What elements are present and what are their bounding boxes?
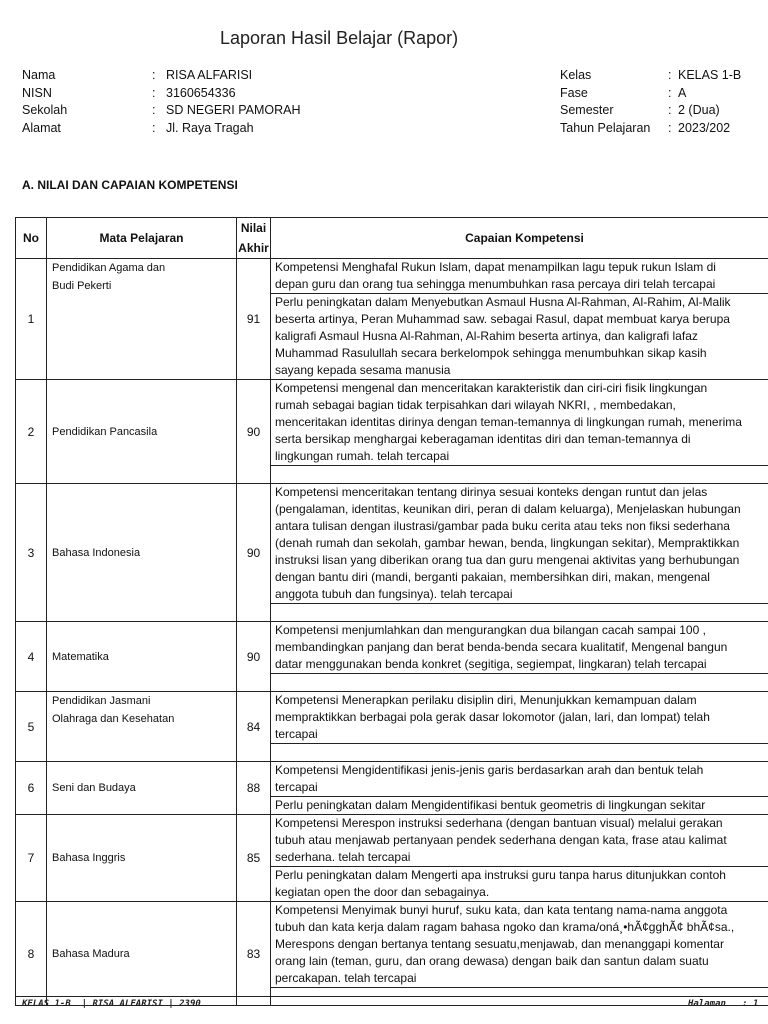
info-label: Tahun Pelajaran (560, 120, 651, 135)
info-colon: : (668, 68, 672, 82)
grades-table (15, 217, 768, 1006)
info-row (560, 102, 741, 120)
info-value: KELAS 1-B (678, 68, 742, 82)
competency-line: Perlu peningkatan dalam Menyebutkan Asmaul Husna Al-Rahman, Al-Rahim, Al-Malik (275, 295, 731, 309)
competency-line: membandingkan panjang dan berat benda-benda secara kualitatif, Mengenal bangun (275, 640, 728, 654)
competency-cell (271, 744, 768, 762)
competency-line: Kompetensi menceritakan tentang dirinya sesuai konteks dengan runtut dan jelas (275, 485, 708, 499)
competency-cell (271, 762, 768, 797)
competency-line: Kompetensi Menghafal Rukun Islam, dapat menampilkan lagu tepuk rukun Islam di (275, 260, 716, 274)
competency-cell (271, 674, 768, 692)
competency-line: dengan bantu diri (mandi, berganti pakaian, membersihkan diri, makan, mengenal (275, 570, 710, 584)
subject-name-line: Bahasa Indonesia (52, 546, 141, 559)
table-row (16, 815, 768, 867)
subject-name-line: Pendidikan Jasmani (52, 695, 151, 707)
subject-name-line: Bahasa Madura (52, 947, 130, 960)
subject-score: 84 (237, 692, 271, 762)
info-value: RISA ALFARISI (166, 68, 253, 82)
subject-name-line: Pendidikan Pancasila (52, 425, 158, 438)
competency-cell (271, 867, 768, 902)
table-row (16, 902, 768, 988)
info-label: Alamat (22, 120, 61, 135)
subject-name (47, 380, 237, 484)
subject-score: 90 (237, 622, 271, 692)
info-colon: : (152, 68, 156, 82)
info-label: Semester (560, 103, 614, 117)
competency-line: antara tulisan dengan ilustrasi/gambar pada buku cerita atau teks non fiksi sederhana (275, 519, 730, 533)
subject-number: 2 (16, 380, 47, 484)
subject-score: 91 (237, 259, 271, 380)
competency-line: Kompetensi mengenal dan menceritakan karakteristik dan ciri-ciri fisik lingkungan (275, 381, 708, 395)
competency-cell (271, 259, 768, 294)
subject-number: 6 (16, 762, 47, 815)
competency-line: kaligrafi Asmaul Husna Al-Rahman, Al-Rahim beserta artinya, dan kaligrafi lafaz (275, 329, 698, 343)
competency-cell (271, 604, 768, 622)
info-colon: : (152, 85, 156, 100)
subject-number: 1 (16, 259, 47, 380)
info-label: Fase (560, 85, 588, 100)
info-row (560, 67, 741, 85)
competency-line: Perlu peningkatan dalam Mengerti apa instruksi guru tanpa harus ditunjukkan contoh (275, 868, 726, 882)
info-colon: : (668, 120, 672, 135)
subject-name (47, 692, 237, 762)
competency-line: orang lain (teman, guru, dan orang dewasa) dengan baik dan santun dalam suatu (275, 954, 709, 968)
table-row (16, 762, 768, 797)
header-no: No (16, 218, 47, 259)
info-colon: : (668, 85, 672, 100)
competency-line: percakapan. telah tercapai (275, 971, 417, 985)
subject-score: 88 (237, 762, 271, 815)
subject-name (47, 762, 237, 815)
subject-number: 3 (16, 484, 47, 622)
competency-line: Kompetensi Merespon instruksi sederhana (dengan bantuan visual) melalui gerakan (275, 816, 723, 830)
competency-line: menceritakan identitas dirinya dengan teman-temannya di lingkungan rumah, menerima (275, 415, 742, 429)
competency-line: Muhammad Rasulullah secara berkelompok sehingga menumbuhkan sikap kasih (275, 346, 707, 360)
info-value: 2 (Dua) (678, 103, 720, 117)
competency-line: tubuh atau menjawab pertanyaan pendek sederhana dengan kata, frase atau kalimat (275, 833, 727, 847)
subject-number: 8 (16, 902, 47, 1006)
competency-cell (271, 692, 768, 744)
footer-left: KELAS 1-B | RISA ALFARISI | 2390 (22, 999, 201, 1009)
competency-line: beserta artinya, Peran Muhammad saw. sebagai Rasul, dapat membuat karya berupa (275, 312, 730, 326)
competency-line: anggota tubuh dan fungsinya). telah tercapai (275, 587, 513, 601)
competency-line: datar menggunakan benda konkret (segitiga, segiempat, lingkaran) telah tercapai (275, 657, 707, 671)
info-value: 3160654336 (166, 85, 236, 100)
subject-name (47, 815, 237, 902)
competency-line: sayang kepada sesama manusia (275, 363, 451, 377)
competency-line: sederhana. telah tercapai (275, 850, 411, 864)
competency-line: Kompetensi Menerapkan perilaku disiplin diri, Menunjukkan kemampuan dalam (275, 693, 697, 707)
subject-name (47, 902, 237, 1006)
report-title: Laporan Hasil Belajar (Rapor) (220, 28, 459, 48)
competency-line: rumah sebagai bagian tidak terpisahkan dari wilayah NKRI, , membedakan, (275, 398, 676, 412)
info-row (560, 120, 741, 138)
competency-line: Merespons dengan bertanya tentang sesuatu,menjawab, dan menanggapi komentar (275, 937, 724, 951)
info-value: 2023/202 (678, 120, 731, 135)
info-label: Nama (22, 68, 56, 82)
competency-line: Kompetensi Menyimak bunyi huruf, suku kata, dan kata tentang nama-nama anggota (275, 903, 728, 917)
competency-cell (271, 294, 768, 380)
info-row (22, 120, 301, 138)
competency-line (275, 604, 768, 621)
subject-name (47, 259, 237, 380)
competency-cell (271, 622, 768, 674)
competency-line: tercapai (275, 727, 318, 741)
competency-cell (271, 815, 768, 867)
subject-number: 7 (16, 815, 47, 902)
info-row (560, 85, 741, 103)
competency-line: lingkungan rumah. telah tercapai (275, 449, 450, 463)
subject-score: 83 (237, 902, 271, 1006)
subject-number: 4 (16, 622, 47, 692)
info-value: SD NEGERI PAMORAH (166, 103, 301, 117)
header-competency: Capaian Kompetensi (271, 218, 768, 259)
competency-cell (271, 484, 768, 604)
section-title: A. NILAI DAN CAPAIAN KOMPETENSI (22, 178, 238, 192)
subject-score: 85 (237, 815, 271, 902)
student-info-left (22, 67, 301, 137)
competency-line: (denah rumah dan sekolah, gambar hewan, benda, lingkungan sekitar), Mempraktikkan (275, 536, 740, 550)
table-row (16, 259, 768, 294)
competency-line (275, 674, 768, 691)
info-value: A (678, 85, 687, 100)
info-colon: : (152, 103, 156, 117)
table-row (16, 380, 768, 466)
subject-score: 90 (237, 484, 271, 622)
info-row (22, 85, 301, 103)
table-row (16, 692, 768, 744)
competency-line: Perlu peningkatan dalam Mengidentifikasi bentuk geometris di lingkungan sekitar (275, 798, 706, 812)
subject-name (47, 622, 237, 692)
competency-cell (271, 466, 768, 484)
info-label: NISN (22, 85, 52, 100)
competency-line: instruksi lisan yang diberikan orang tua dan guru mengenai aktivitas yang berhubungan (275, 553, 740, 567)
subject-name-line: Matematika (52, 650, 109, 663)
competency-line: kegiatan open the door dan sebagainya. (275, 885, 490, 899)
header-score-line1: Nilai (240, 221, 267, 235)
subject-name-line: Seni dan Budaya (52, 782, 136, 794)
competency-line: tubuh dan kata kerja dalam ragam bahasa ngoko dan krama/oná¸•hÃ¢gghÃ¢ bhÃ¢sa., (275, 920, 735, 934)
subject-score: 90 (237, 380, 271, 484)
subject-number: 5 (16, 692, 47, 762)
info-colon: : (152, 120, 156, 135)
competency-line: mempraktikkan berbagai pola gerak dasar lokomotor (jalan, lari, dan lompat) telah (275, 710, 710, 724)
subject-name-line: Bahasa Inggris (52, 852, 126, 864)
header-score-line2: Akhir (238, 241, 269, 255)
competency-line: tercapai (275, 780, 318, 794)
info-label: Sekolah (22, 103, 68, 117)
table-row (16, 484, 768, 604)
competency-cell (271, 902, 768, 988)
info-row (22, 102, 301, 120)
competency-line: depan guru dan orang tua sehingga menumbuhkan rasa percaya diri telah tercapai (275, 277, 716, 291)
competency-line: Kompetensi menjumlahkan dan mengurangkan dua bilangan cacah sampai 100 , (275, 623, 706, 637)
table-header-row (16, 218, 768, 259)
subject-name-line: Budi Pekerti (52, 280, 112, 292)
header-subject: Mata Pelajaran (47, 218, 237, 259)
footer-divider (15, 996, 768, 997)
competency-cell (271, 797, 768, 815)
subject-name-line: Olahraga dan Kesehatan (52, 713, 175, 725)
info-value: Jl. Raya Tragah (166, 120, 254, 135)
info-colon: : (668, 103, 672, 117)
competency-line: Kompetensi Mengidentifikasi jenis-jenis garis berdasarkan arah dan bentuk telah (275, 763, 704, 777)
subject-name-line: Pendidikan Agama dan (52, 262, 166, 274)
info-row (22, 67, 301, 85)
info-label: Kelas (560, 68, 592, 82)
competency-line (275, 744, 768, 761)
competency-line: (pengalaman, identitas, keunikan diri, peran di dalam keluarga), Menjelaskan hubungan (275, 502, 741, 516)
competency-line (275, 466, 768, 483)
student-info-right (560, 67, 741, 137)
header-score (237, 218, 271, 259)
table-row (16, 622, 768, 674)
competency-line: serta bersikap menghargai keberagaman identitas diri dan teman-temannya di (275, 432, 691, 446)
subject-name (47, 484, 237, 622)
competency-cell (271, 380, 768, 466)
footer-page-number: Halaman : 1 (688, 999, 759, 1009)
